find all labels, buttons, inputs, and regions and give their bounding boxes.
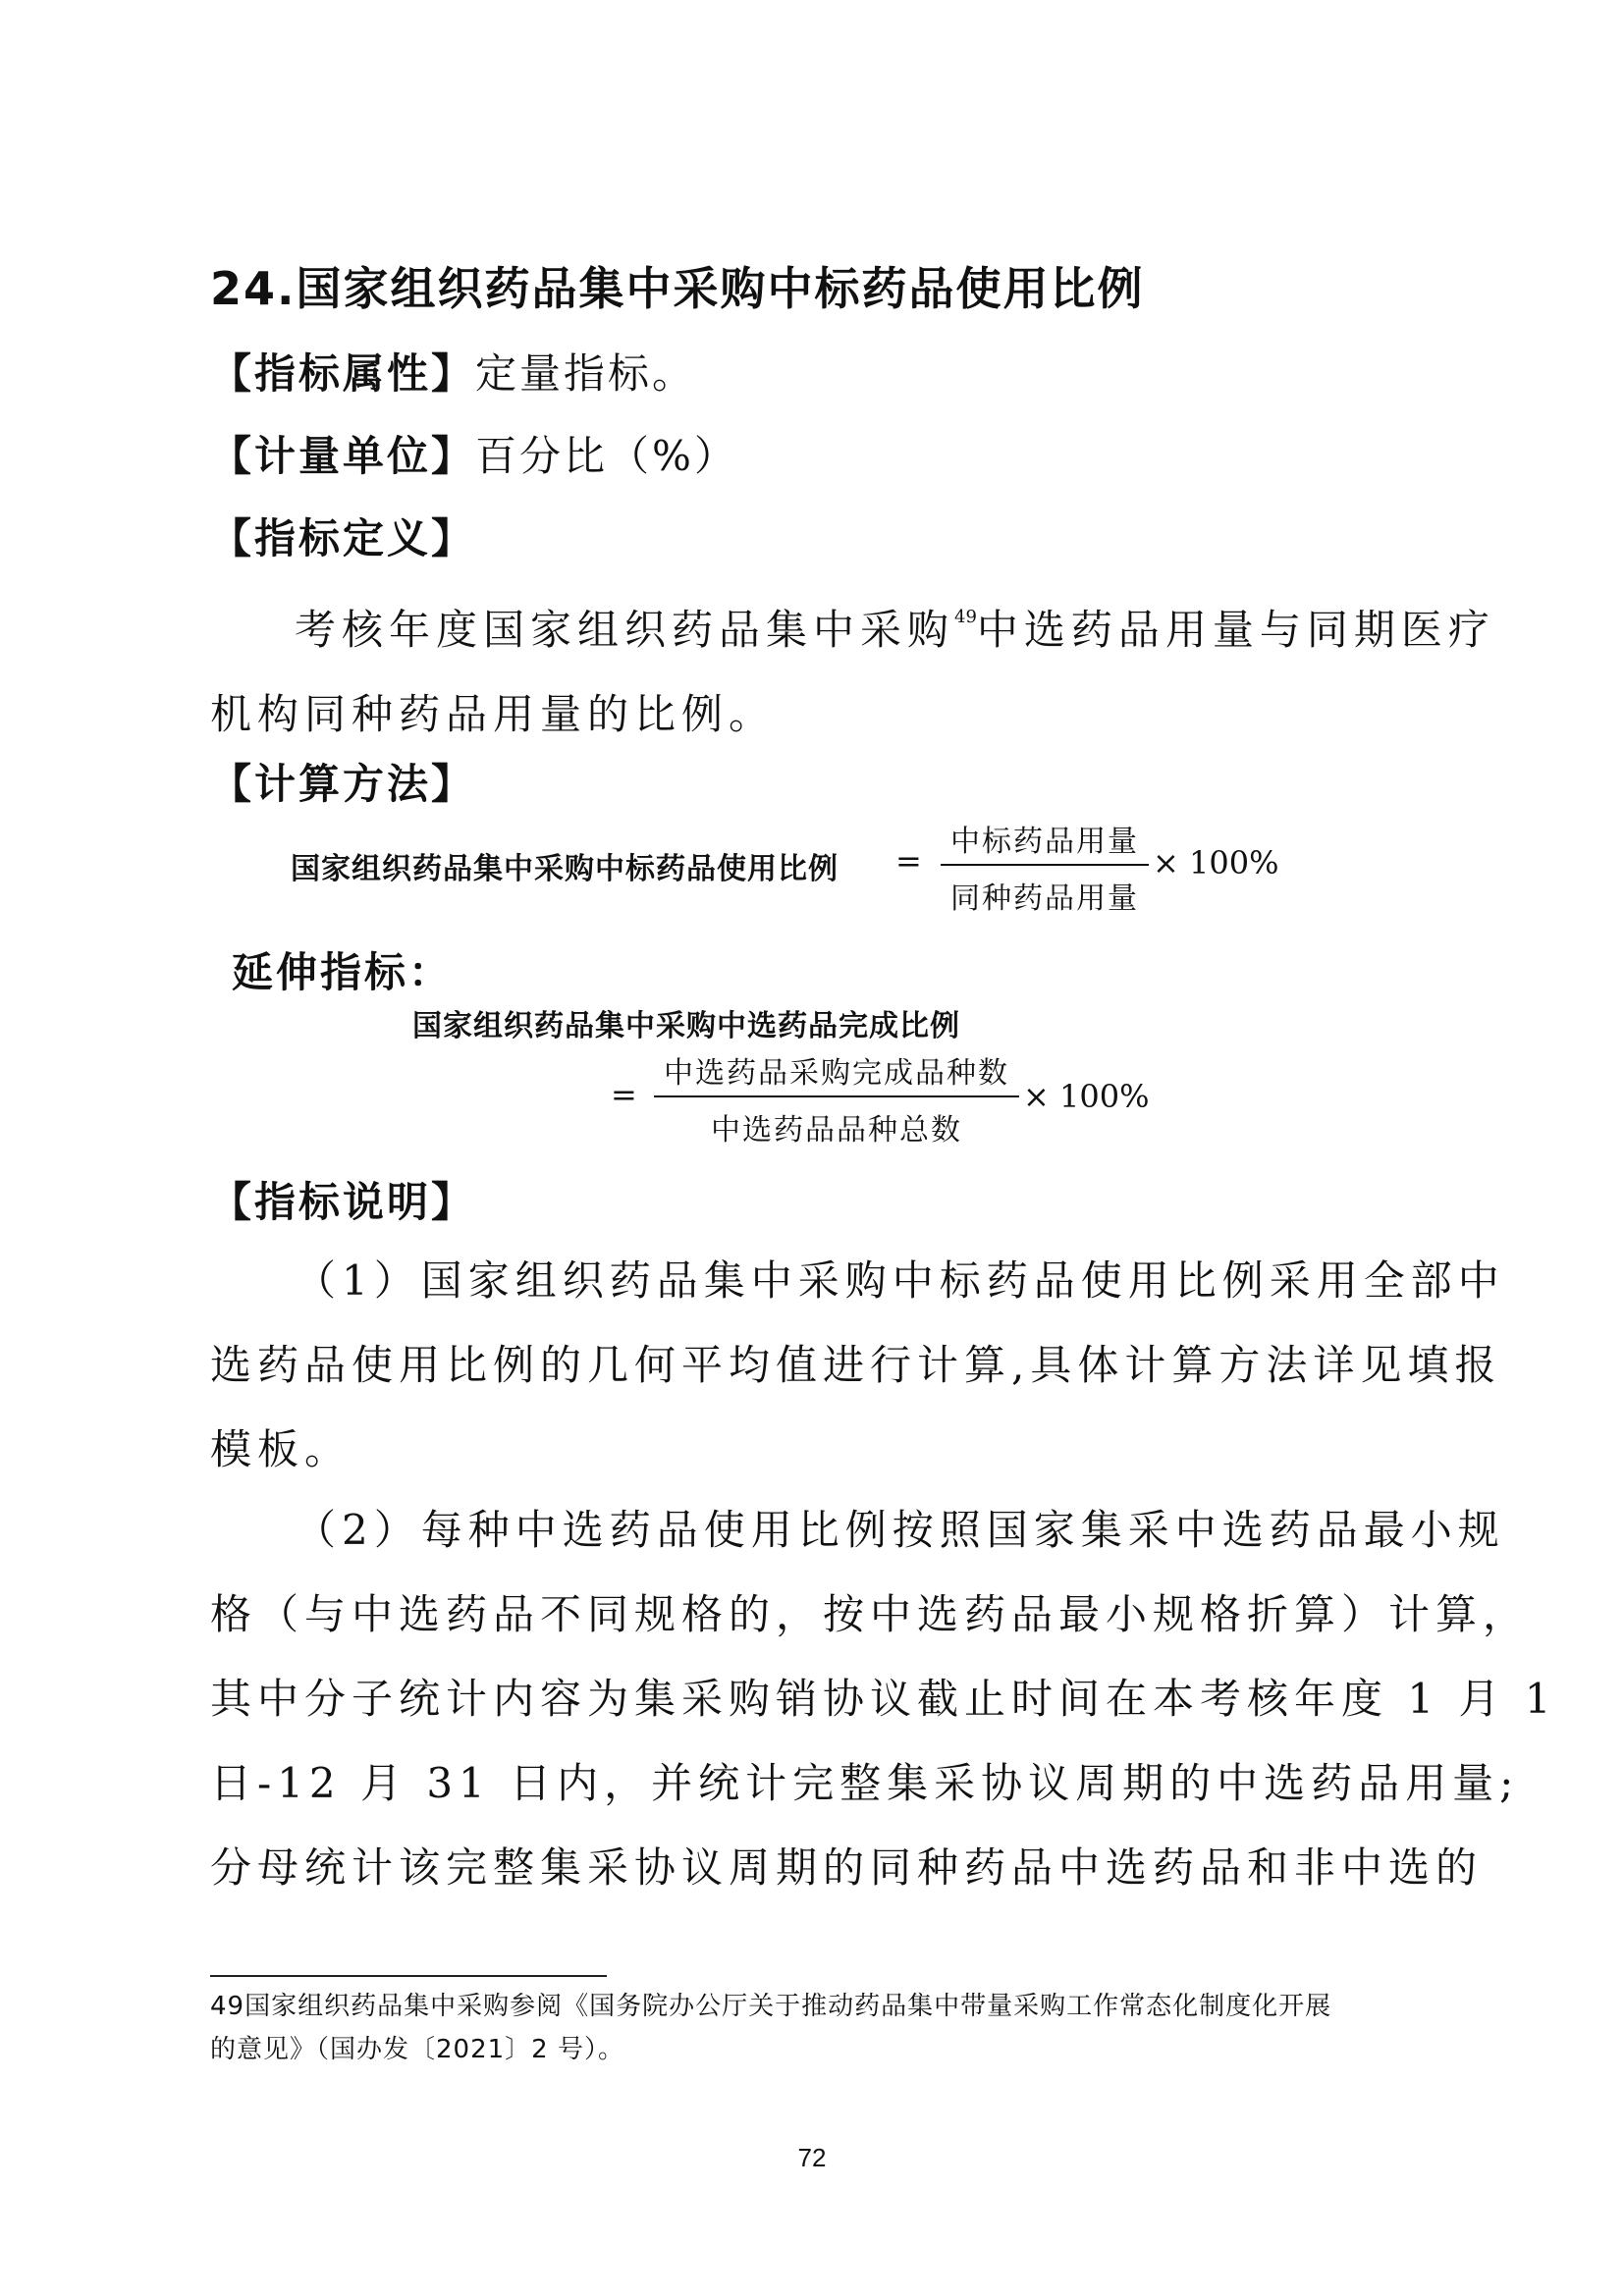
notes-p1-line-1: （1）国家组织药品集中采购中标药品使用比例采用全部中: [295, 1256, 1505, 1305]
footnote-separator: [210, 1975, 607, 1977]
formula2-numerator: 中选药品采购完成品种数: [664, 1056, 1009, 1091]
notes-p1-line-3: 模板。: [210, 1425, 352, 1473]
measurement-unit-line: [210, 424, 738, 483]
formula2-fraction-bar: [654, 1095, 1019, 1097]
formula1-numerator: 中标药品用量: [950, 825, 1139, 859]
definition-text-1: 考核年度国家组织药品集中采购: [295, 606, 955, 654]
page-number: 72: [797, 2143, 827, 2172]
definition-text-2: 中选药品用量与同期医疗: [976, 606, 1495, 654]
notes-p2-line-1: （2）每种中选药品使用比例按照国家集采中选药品最小规: [295, 1506, 1505, 1554]
measurement-unit-label: 【计量单位】: [210, 432, 476, 480]
formula1-denominator: 同种药品用量: [950, 881, 1139, 916]
notes-p2-line-2: 格（与中选药品不同规格的，按中选药品最小规格折算）计算，: [210, 1590, 1531, 1638]
definition-line-2: 机构同种药品用量的比例。: [210, 690, 777, 738]
formula1-left: 国家组织药品集中采购中标药品使用比例: [291, 852, 839, 886]
notes-label: 【指标说明】: [210, 1178, 476, 1226]
section-heading: 24.国家组织药品集中采购中标药品使用比例: [210, 262, 1145, 315]
notes-p2-line-5: 分母统计该完整集采协议周期的同种药品中选药品和非中选的: [210, 1843, 1484, 1892]
formula1-fraction-bar: [941, 864, 1149, 866]
measurement-unit-value: 百分比（%）: [475, 432, 738, 480]
definition-line-1: [210, 575, 1495, 672]
formula2-denominator: 中选药品品种总数: [711, 1113, 962, 1148]
notes-paragraph-1: [210, 1239, 1505, 1492]
formula2-times: × 100%: [1023, 1078, 1150, 1115]
notes-paragraph-2: [210, 1488, 1557, 1910]
indicator-attribute-value: 定量指标。: [475, 349, 697, 398]
formula2-equals: =: [611, 1076, 637, 1113]
footnote: [210, 1985, 1331, 2071]
notes-p1-line-2: 选药品使用比例的几何平均值进行计算,具体计算方法详见填报: [210, 1341, 1502, 1389]
formula1-equals: =: [895, 842, 922, 880]
footnote-reference: 49: [954, 607, 977, 627]
notes-p2-line-4: 日-12 月 31 日内，并统计完整集采协议周期的中选药品用量;: [210, 1759, 1520, 1807]
extension-indicator-label: 延伸指标：: [232, 948, 454, 996]
formula1-times: × 100%: [1153, 844, 1279, 881]
footnote-line-1: 49国家组织药品集中采购参阅《国务院办公厅关于推动药品集中带量采购工作常态化制度化开展: [210, 1992, 1332, 2021]
definition-paragraph: [210, 575, 1495, 757]
notes-p2-line-3: 其中分子统计内容为集采购销协议截止时间在本考核年度 1 月 1: [210, 1675, 1557, 1723]
indicator-attribute-line: [210, 342, 696, 400]
formula2-left: 国家组织药品集中采购中选药品完成比例: [412, 1009, 960, 1043]
footnote-line-2: 的意见》（国办发〔2021〕2 号）。: [210, 2035, 624, 2064]
definition-label: 【指标定义】: [210, 514, 476, 562]
calc-method-label: 【计算方法】: [210, 760, 476, 808]
indicator-attribute-label: 【指标属性】: [210, 349, 476, 398]
